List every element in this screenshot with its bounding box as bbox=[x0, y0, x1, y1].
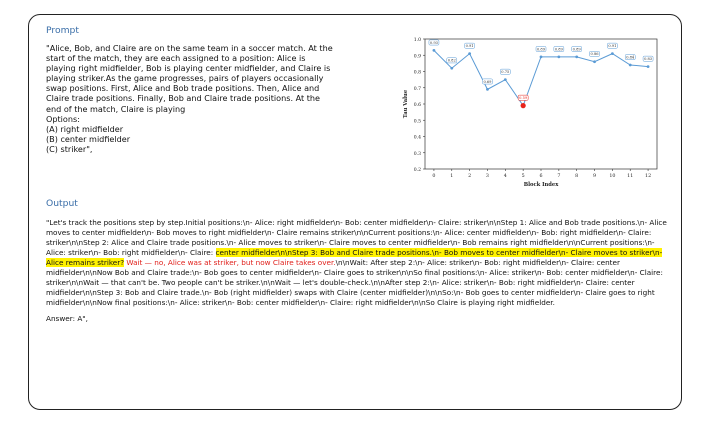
data-point bbox=[540, 55, 543, 58]
x-tick-label: 5 bbox=[521, 174, 525, 179]
tau-chart bbox=[389, 33, 664, 191]
plot-frame bbox=[425, 39, 657, 169]
data-label: 0.89 bbox=[536, 47, 546, 52]
data-label: 0.83 bbox=[644, 57, 653, 62]
output-text-red: Wait — no, Alice was at striker, but now Claire takes over. bbox=[124, 258, 336, 268]
data-label: 0.82 bbox=[447, 58, 456, 63]
data-point bbox=[486, 88, 489, 91]
tau-chart-svg bbox=[389, 33, 664, 191]
x-tick-label: 9 bbox=[593, 174, 597, 179]
output-text-highlight: center midfielder\n\nStep 3: Bob and Claire trade positions.\n- Bob moves to center midfielder\n- Claire moves to striker\n- Alice remains striker? bbox=[46, 248, 663, 268]
x-tick-label: 6 bbox=[539, 174, 543, 179]
y-tick-label: 0.2 bbox=[413, 168, 421, 173]
data-point bbox=[647, 65, 650, 68]
y-tick-label: 0.6 bbox=[413, 103, 421, 108]
data-point bbox=[611, 52, 614, 55]
data-point bbox=[575, 55, 578, 58]
y-tick-label: 1.0 bbox=[413, 38, 421, 43]
prompt-line: swap positions. First, Alice and Bob trade positions. Then, Alice and bbox=[46, 83, 320, 94]
data-point bbox=[450, 67, 453, 70]
x-tick-label: 12 bbox=[645, 174, 652, 179]
content-card bbox=[28, 14, 682, 410]
x-tick-label: 1 bbox=[450, 174, 454, 179]
output-text-before: "Let's track the positions step by step.Initial positions:\n- Alice: right midfielder\n- Bob: center midfielder\n- Claire: striker\n\nStep 1: Alice and Bob trade positions.\n- Alice moves to center midfielder\n- Bob moves to right midfielder\n- Claire remains striker\n\nCurrent positions:\n- Alice: center midfielder\n- Bob: right midfielder\n- Claire: striker\n\nStep 2: Alice and Claire trade positions.\n- Alice moves to striker\n- Claire moves to center midfielder\n- Bob remains right midfielder\n\nCurrent positions:\n- Alice: striker\n- Bob: right midfielder\n- Claire: bbox=[46, 218, 667, 258]
prompt-line: playing striker.As the game progresses, pairs of players occasionally bbox=[46, 73, 324, 84]
output-title: Output bbox=[46, 198, 78, 209]
y-tick-label: 0.5 bbox=[413, 119, 421, 125]
prompt-line: Options: bbox=[46, 113, 80, 124]
data-label: 0.59 bbox=[519, 96, 528, 101]
data-point bbox=[433, 49, 436, 52]
y-tick-label: 0.4 bbox=[413, 135, 421, 141]
x-axis-label: Block Index bbox=[523, 182, 559, 188]
prompt-line: "Alice, Bob, and Claire are on the same team in a soccer match. At the bbox=[46, 43, 333, 53]
data-point bbox=[629, 64, 632, 67]
x-tick-label: 0 bbox=[432, 174, 436, 179]
prompt-line: end of the match, Claire is playing bbox=[46, 103, 186, 114]
x-tick-label: 4 bbox=[503, 174, 507, 179]
data-point bbox=[557, 55, 560, 58]
output-text bbox=[46, 218, 671, 324]
data-label: 0.89 bbox=[572, 47, 581, 52]
data-point bbox=[468, 52, 471, 55]
y-axis-label: Tau Value bbox=[403, 89, 409, 119]
y-tick-label: 0.3 bbox=[413, 151, 421, 157]
y-tick-label: 0.8 bbox=[413, 70, 421, 76]
data-label: 0.84 bbox=[626, 55, 635, 60]
data-label: 0.75 bbox=[501, 70, 510, 75]
y-tick-label: 0.7 bbox=[413, 86, 421, 92]
prompt-text bbox=[46, 43, 376, 154]
data-point bbox=[504, 78, 507, 81]
data-label: 0.91 bbox=[465, 44, 474, 49]
prompt-line: start of the match, they are each assigned to a position: Alice is bbox=[46, 53, 306, 64]
prompt-line: Claire trade positions. Finally, Bob and Claire trade positions. At the bbox=[46, 93, 321, 104]
data-label: 0.86 bbox=[590, 52, 599, 57]
prompt-line: (A) right midfielder bbox=[46, 123, 124, 134]
x-tick-label: 3 bbox=[485, 174, 489, 179]
prompt-title: Prompt bbox=[46, 25, 79, 36]
data-label: 0.93 bbox=[429, 40, 438, 45]
x-tick-label: 2 bbox=[468, 174, 472, 179]
x-tick-label: 7 bbox=[557, 174, 561, 179]
data-label: 0.91 bbox=[608, 44, 617, 49]
data-point bbox=[593, 60, 596, 63]
x-tick-label: 8 bbox=[575, 174, 579, 179]
output-text-after: \n\nWait: After step 2:\n- Alice: striker\n- Bob: right midfielder\n- Claire: center midfielder\n\nNow Bob and Claire trade:\n- Bob goes to center midfielder\n- Claire goes to striker\n\nSo final positions:\n- Alice: striker\n- Bob: center midfielder\n- Claire: striker\n\nWait — that can't be. Two people can't be striker.\n\nWait — let's double-check.\n\nAfter step 2:\n- Alice: striker\n- Bob: right midfielder\n- Claire: center midfielder\n\nStep 3: Bob and Claire trade.\n- Bob (right midfielder) swaps with Claire (center midfielder)\n\nSo:\n- Bob goes to center midfielder\n- Claire goes to right midfielder\n\nNow final positions:\n- Alice: striker\n- Bob: center midfielder\n- Claire: right midfielder\n\nSo Claire is playing right midfielder. bbox=[46, 258, 663, 308]
x-tick-label: 10 bbox=[609, 174, 616, 179]
prompt-line: (C) striker", bbox=[46, 143, 93, 154]
data-label: 0.69 bbox=[483, 79, 492, 84]
y-tick-label: 0.9 bbox=[413, 54, 421, 60]
data-point bbox=[521, 103, 526, 108]
data-label: 0.89 bbox=[554, 47, 563, 52]
prompt-line: playing right midfielder, Bob is playing center midfielder, and Claire is bbox=[46, 63, 331, 74]
x-tick-label: 11 bbox=[627, 174, 634, 179]
prompt-line: (B) center midfielder bbox=[46, 133, 131, 144]
series-line bbox=[434, 50, 648, 105]
answer-line: Answer: A", bbox=[46, 314, 88, 324]
